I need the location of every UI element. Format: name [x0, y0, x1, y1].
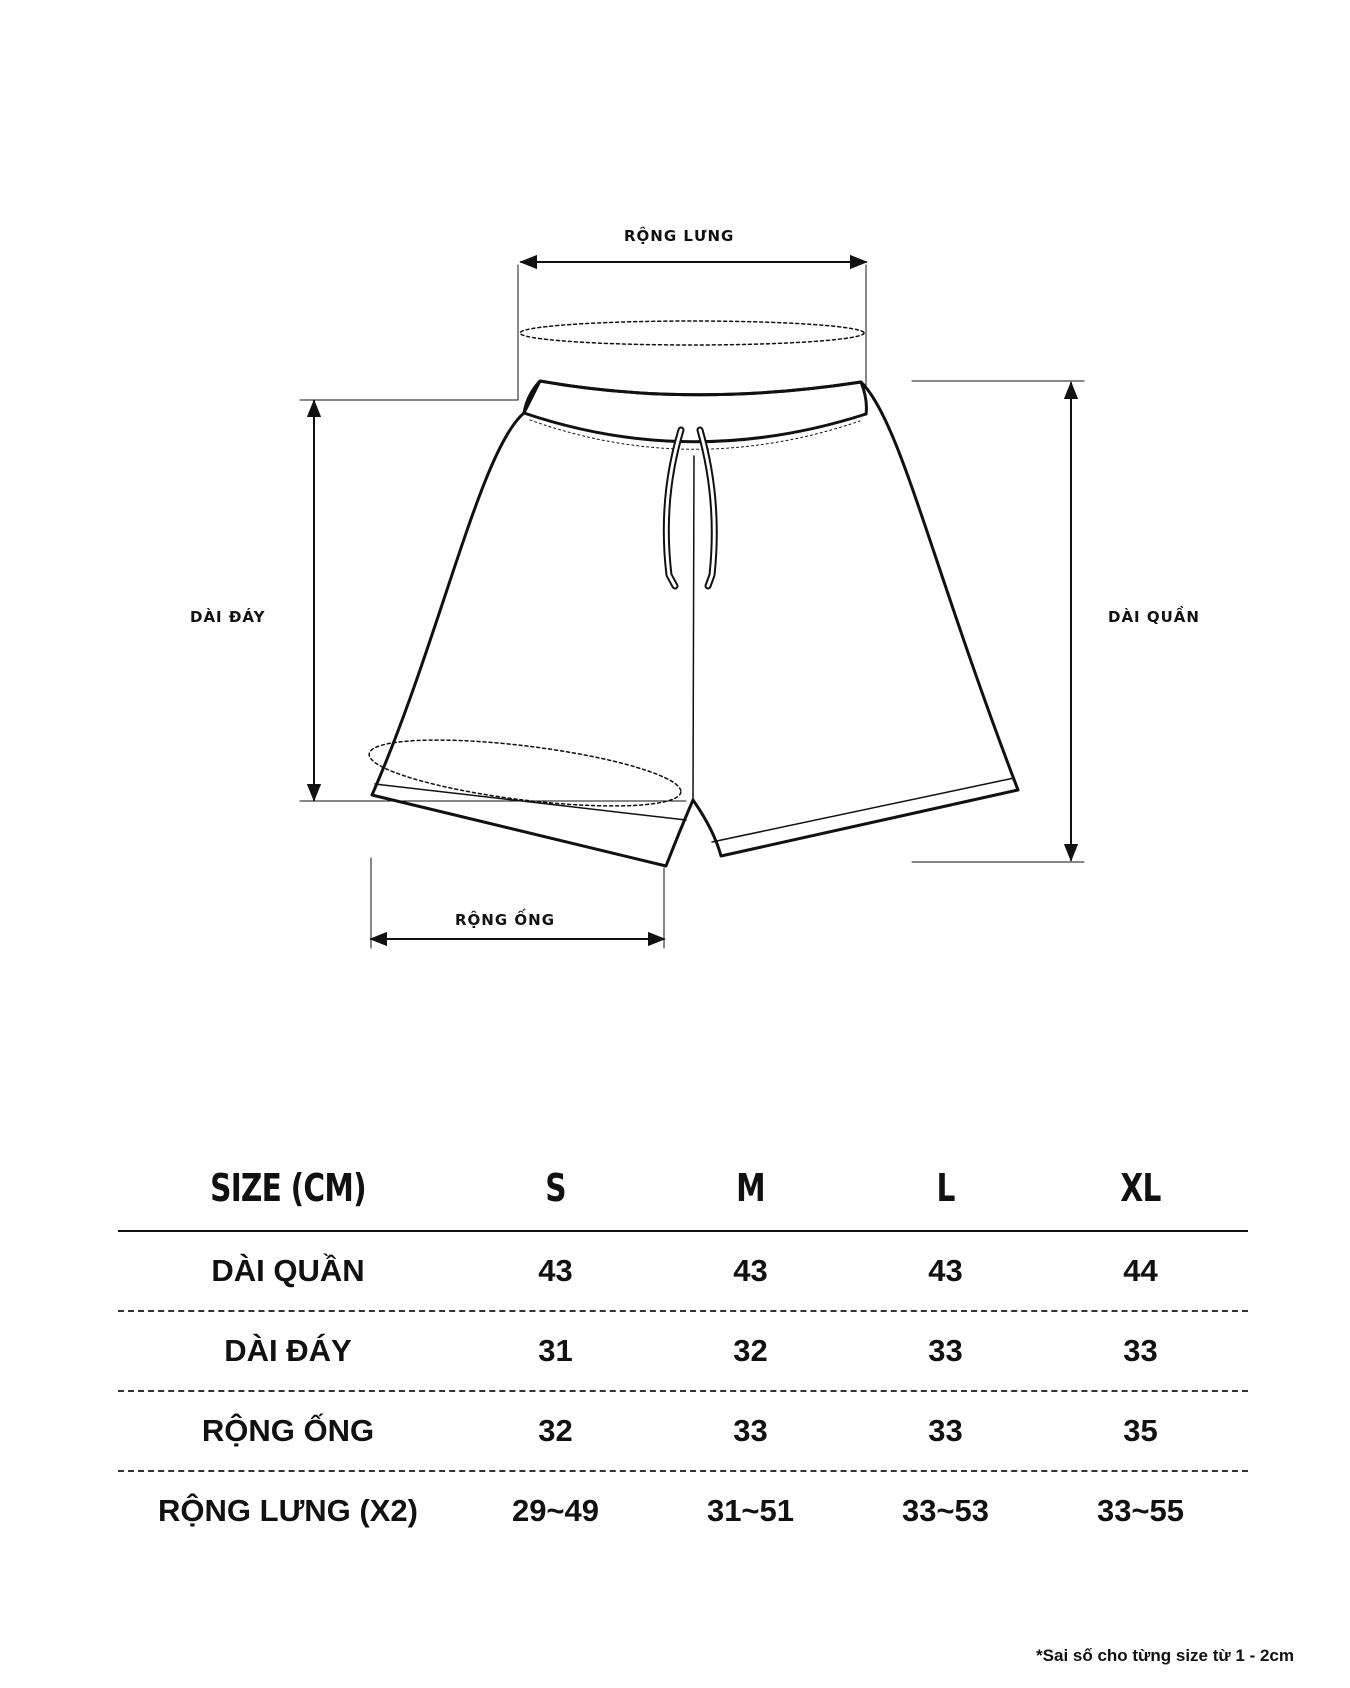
table-row [118, 1312, 1248, 1392]
table-cell: 44 [1123, 1253, 1158, 1288]
table-cell: 43 [538, 1253, 573, 1288]
leg-opening-label: RỘNG ỐNG [455, 911, 556, 929]
table-cell: 32 [538, 1413, 573, 1448]
header-label: SIZE (CM) [210, 1165, 366, 1210]
drawstring-right-inner [700, 430, 714, 586]
table-cell: 35 [1123, 1413, 1158, 1448]
waistband [524, 381, 866, 414]
waist-width-label: RỘNG LƯNG [624, 227, 735, 245]
waist-measure-ellipse [520, 321, 864, 345]
row-label: RỘNG ỐNG [201, 1413, 375, 1448]
table-header-row [118, 1145, 1248, 1232]
hem-line-left [375, 784, 686, 820]
table-cell: 33~55 [1096, 1493, 1185, 1528]
drawstring-left-inner [666, 430, 681, 586]
size-xl-header: XL [1120, 1165, 1161, 1210]
table-cell: 32 [733, 1333, 768, 1368]
table-cell: 33 [928, 1413, 963, 1448]
table-cell: 43 [928, 1253, 963, 1288]
table-row [118, 1232, 1248, 1312]
table-cell: 33~53 [901, 1493, 990, 1528]
table-cell: 31~51 [706, 1493, 795, 1528]
row-label: DÀI QUẦN [211, 1253, 365, 1288]
table-cell: 29~49 [511, 1493, 600, 1528]
length-label: DÀI QUẦN [1108, 608, 1200, 626]
tolerance-footnote: *Sai số cho từng size từ 1 - 2cm [1036, 1646, 1294, 1665]
table-cell: 43 [733, 1253, 768, 1288]
hem-line-right [712, 778, 1014, 842]
row-label: DÀI ĐÁY [224, 1333, 352, 1368]
center-seam [693, 456, 694, 800]
table-cell: 33 [1123, 1333, 1158, 1368]
size-l-header: L [936, 1165, 955, 1210]
inseam-label: DÀI ĐÁY [190, 608, 266, 626]
table-row [118, 1392, 1248, 1472]
waistband-bottom [524, 413, 866, 442]
table-row [118, 1472, 1248, 1550]
row-label: RỘNG LƯNG (X2) [158, 1493, 418, 1528]
size-table [118, 1145, 1248, 1550]
table-cell: 31 [538, 1333, 573, 1368]
waistband-stitch [530, 420, 860, 449]
table-cell: 33 [733, 1413, 768, 1448]
shorts-outline [372, 381, 1018, 866]
table-cell: 33 [928, 1333, 963, 1368]
size-m-header: M [736, 1165, 765, 1210]
size-s-header: S [545, 1165, 566, 1210]
